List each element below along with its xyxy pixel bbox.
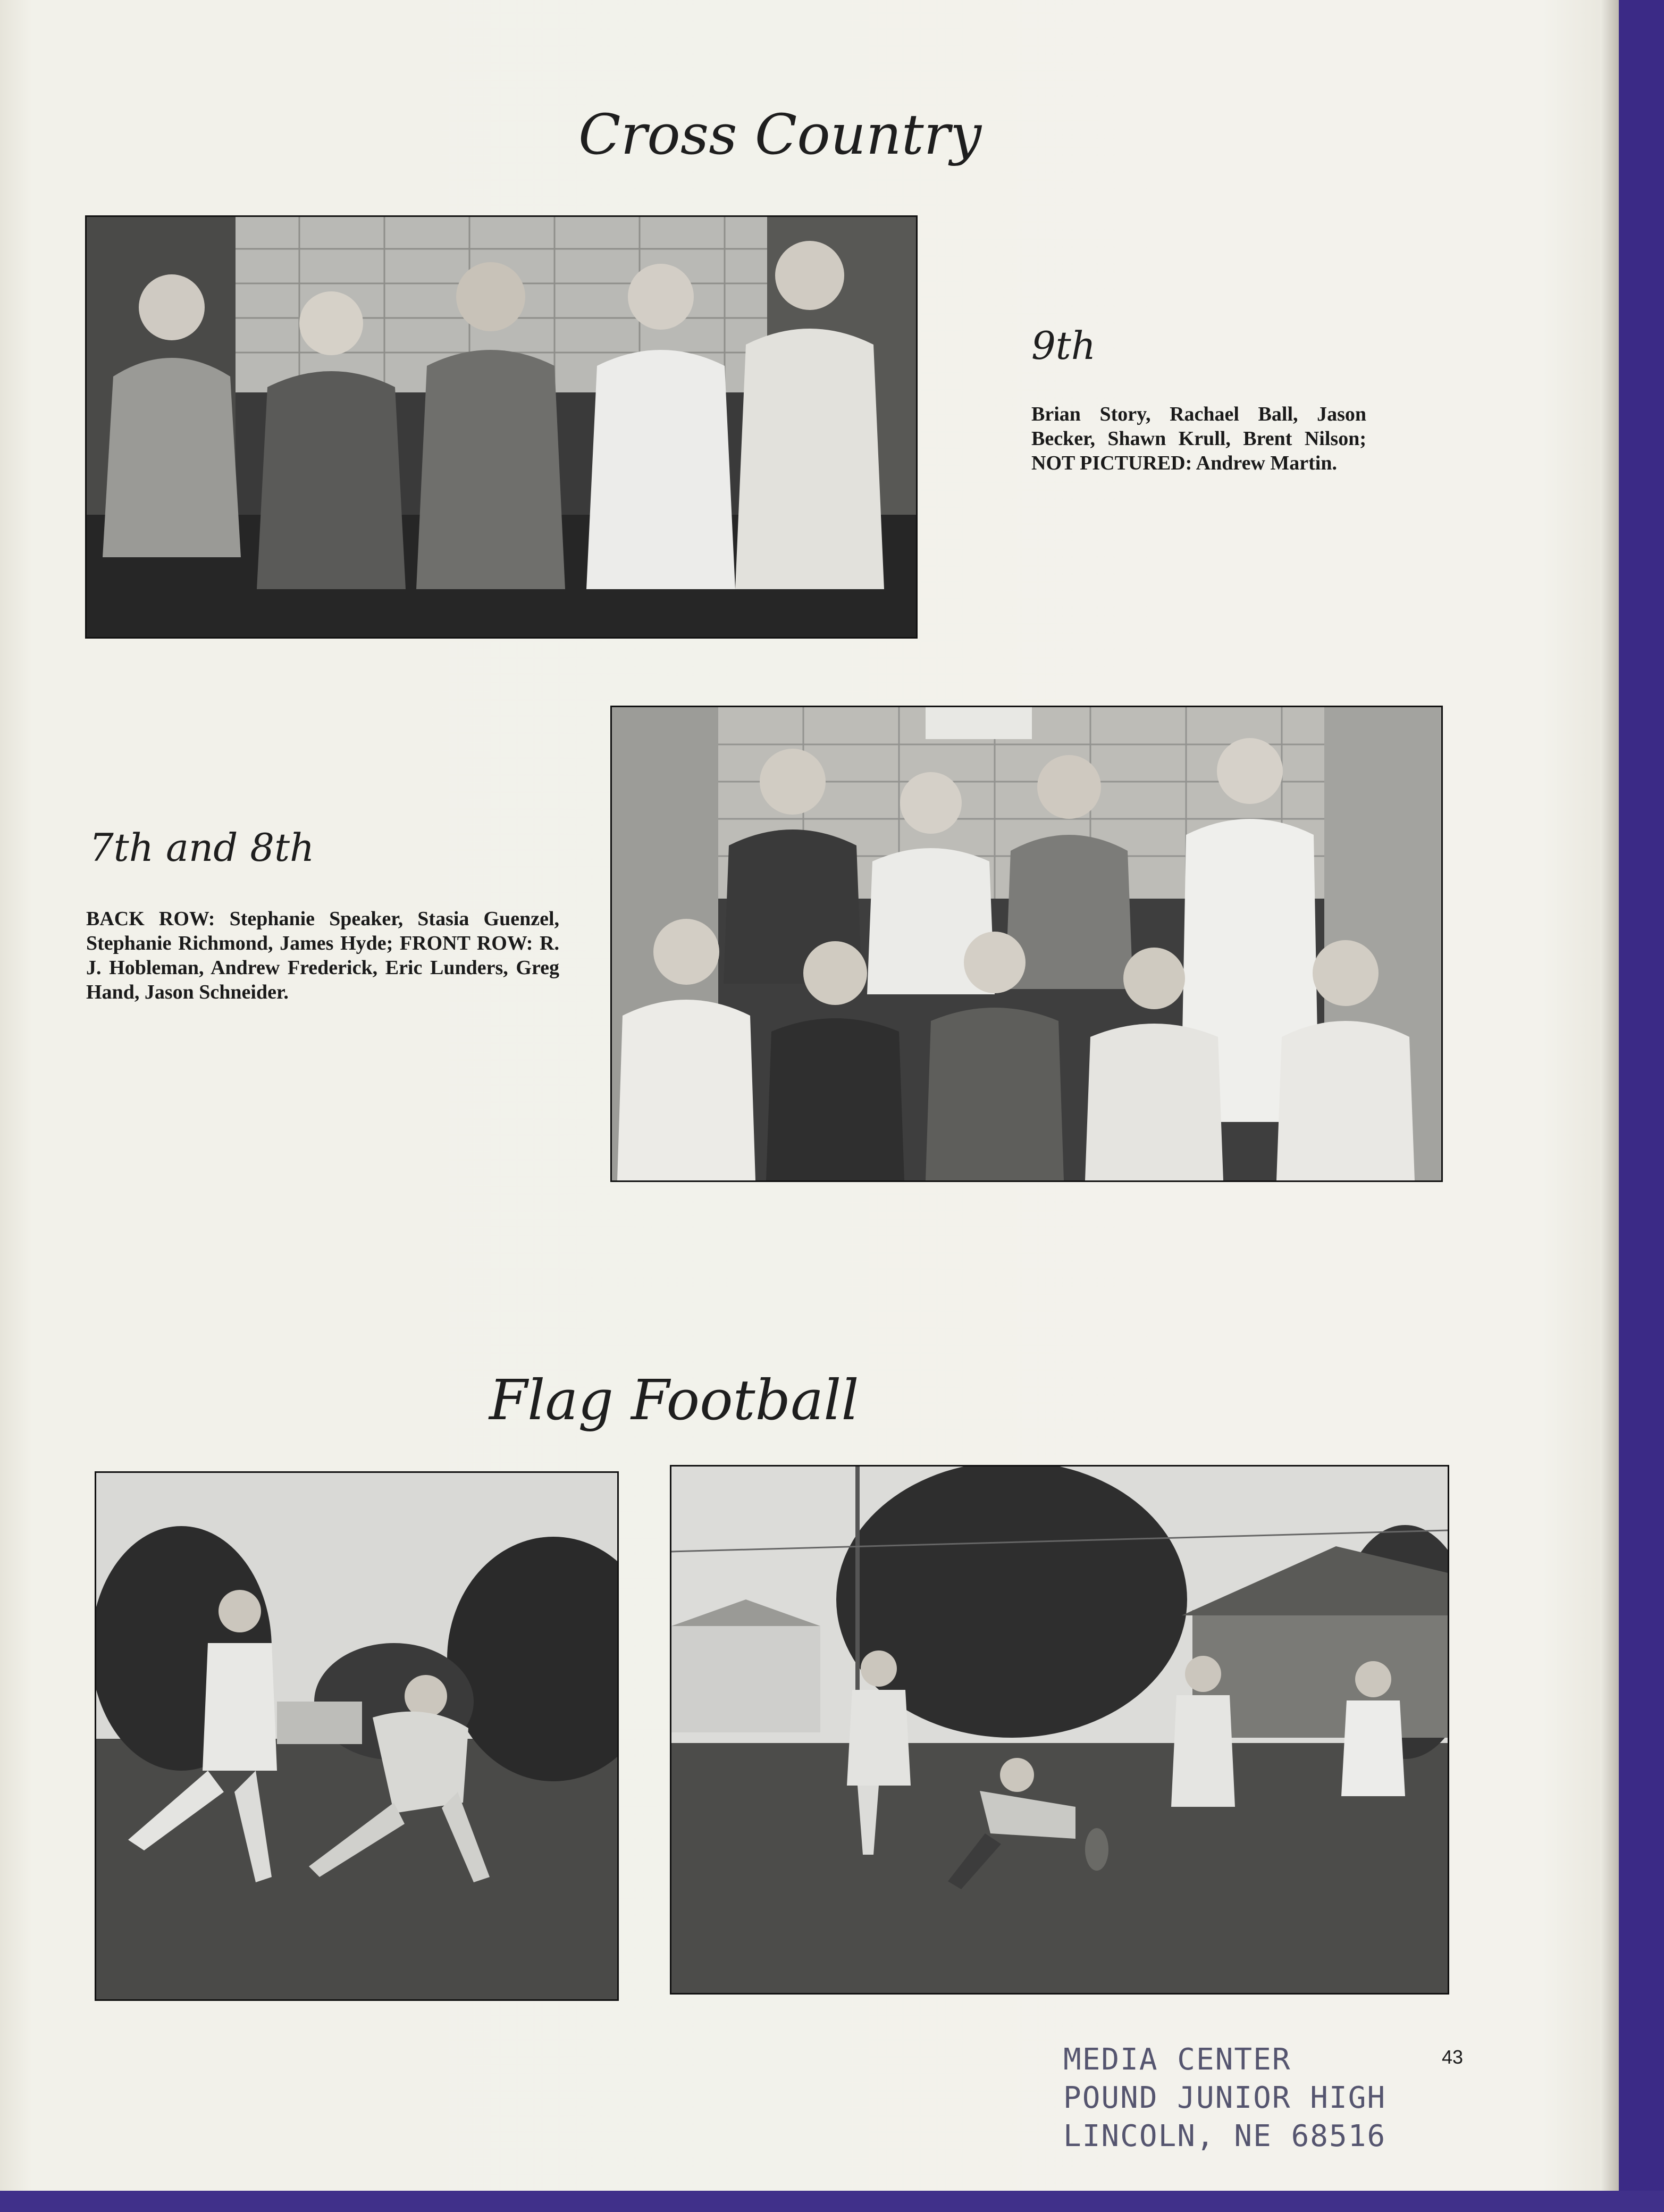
library-stamp [1063, 2041, 1386, 2156]
flag-football-title: Flag Football [489, 1368, 859, 1432]
ninth-grade-team-photo [85, 215, 918, 639]
seventh-eighth-grade-caption: BACK ROW: Stephanie Speaker, Stasia Guenzel, Stephanie Richmond, James Hyde; FRONT ROW: R. J. Hobleman, Andrew Frederick, Eric Lunders, Greg Hand, Jason Schneider. [86, 908, 559, 1003]
ninth-grade-caption: Brian Story, Rachael Ball, Jason Becker, Shawn Krull, Brent Nilson; NOT PICTURED: Andrew Martin. [1031, 403, 1366, 474]
flag-football-photo-left [95, 1471, 619, 2001]
stamp-line-1: MEDIA CENTER [1063, 2042, 1291, 2077]
stamp-line-3: LINCOLN, NE 68516 [1063, 2119, 1386, 2154]
flag-football-photo-right [670, 1465, 1449, 1995]
book-binding [1619, 0, 1664, 2212]
page-edge [1600, 0, 1619, 2212]
stamp-line-2: POUND JUNIOR HIGH [1063, 2081, 1386, 2115]
cross-country-title: Cross Country [578, 102, 982, 167]
seventh-eighth-grade-heading: 7th and 8th [89, 825, 315, 870]
book-binding-bottom [0, 2191, 1664, 2212]
ninth-grade-heading: 9th [1031, 323, 1096, 368]
page-number: 43 [1442, 2046, 1464, 2068]
seventh-eighth-grade-team-photo [610, 706, 1443, 1182]
